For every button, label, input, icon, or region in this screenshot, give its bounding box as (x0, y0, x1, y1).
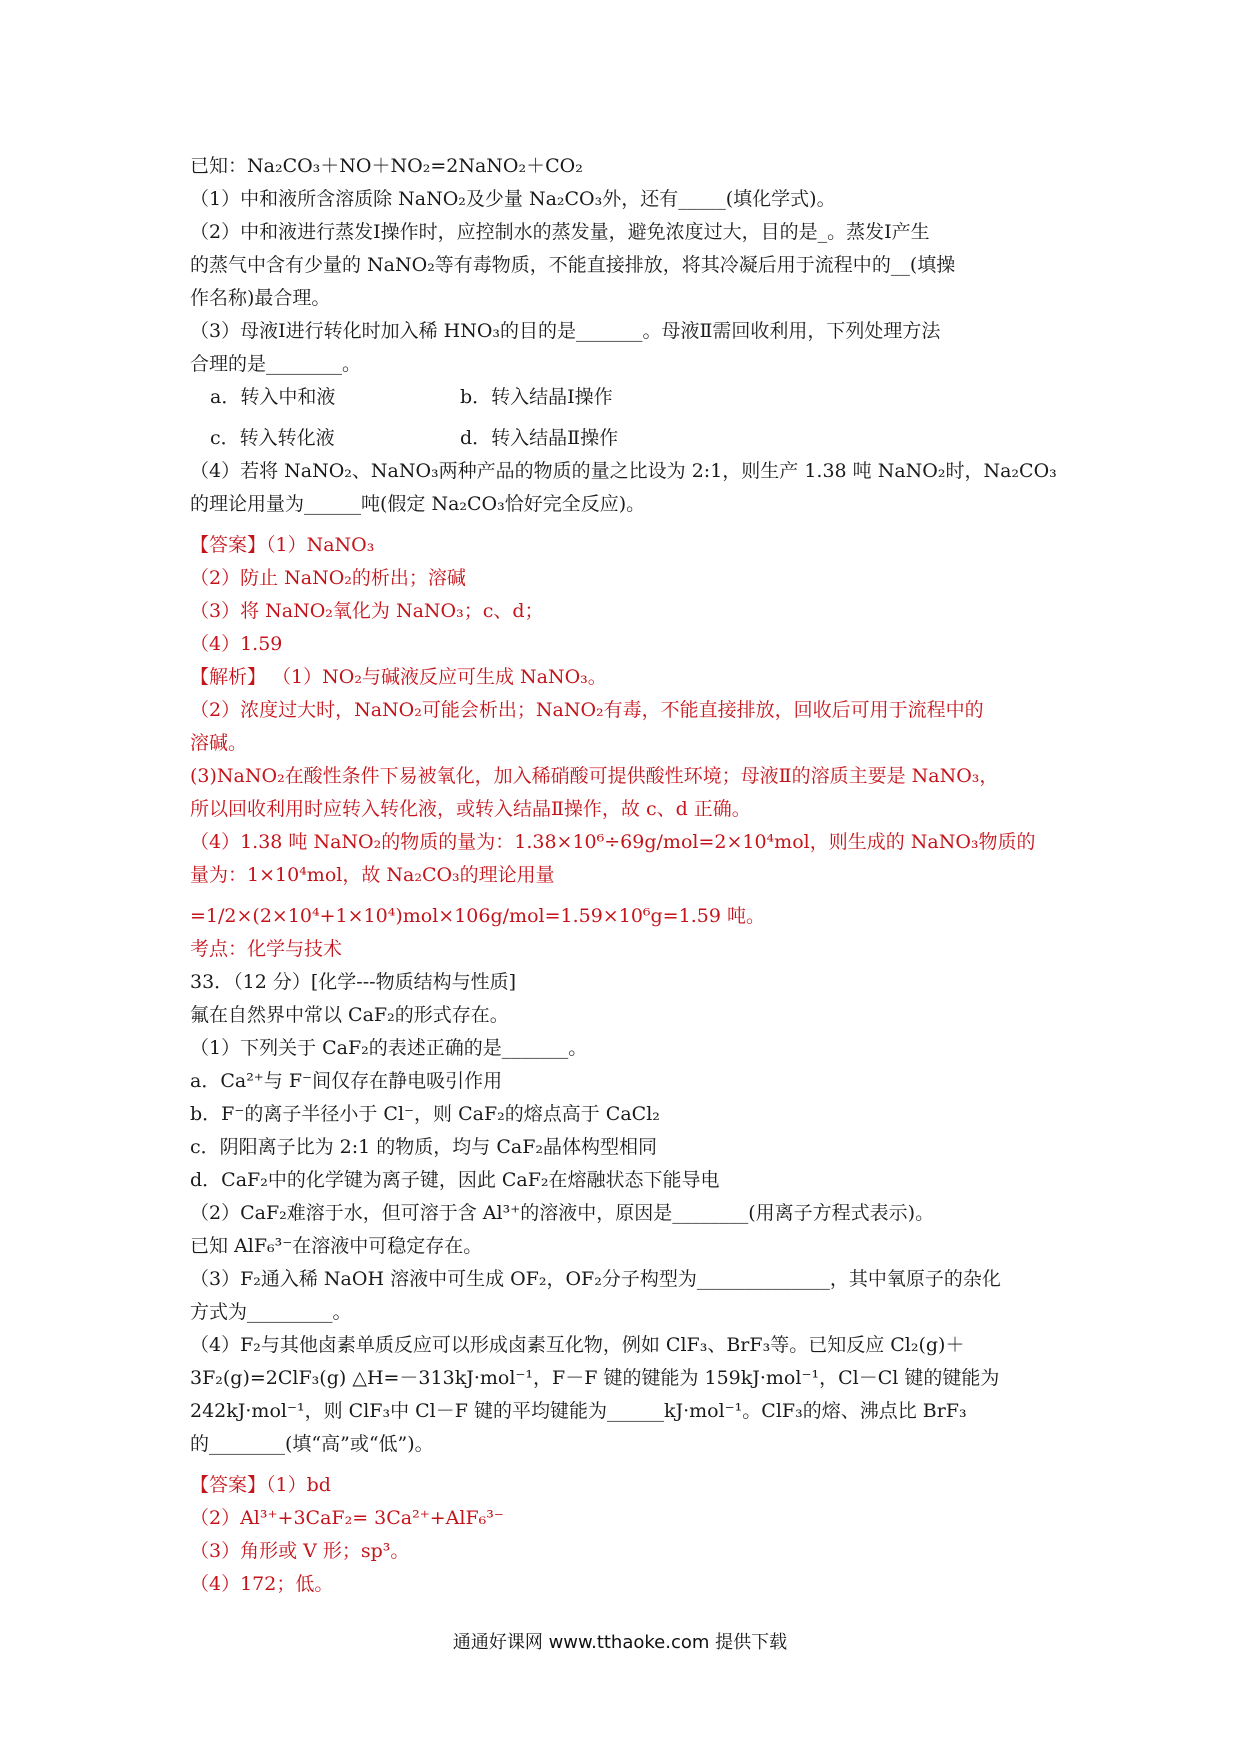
question-4-line-2: 的理论用量为______吨(假定 Na₂CO₃恰好完全反应)。 (190, 493, 646, 515)
explanation-3-line-1: (3)NaNO₂在酸性条件下易被氧化，加入稀硝酸可提供酸性环境；母液Ⅱ的溶质主要是 NaNO₃， (190, 765, 999, 787)
explanation-1: 【解析】 （1）NO₂与碱液反应可生成 NaNO₃。 (190, 666, 607, 688)
answer-4: （4）1.59 (190, 633, 283, 655)
option-b: b．转入结晶Ⅰ操作 (460, 386, 613, 408)
explanation-4-line-1: （4）1.38 吨 NaNO₂的物质的量为：1.38×10⁶÷69g/mol=2×10⁴mol，则生成的 NaNO₃物质的 (190, 831, 1036, 853)
question-33-option-a: a．Ca²⁺与 F⁻间仅存在静电吸引作用 (190, 1070, 503, 1092)
question-33-option-c: c．阴阳离子比为 2:1 的物质，均与 CaF₂晶体构型相同 (190, 1136, 658, 1158)
options-row-2 (190, 422, 1070, 455)
question-3-line-2: 合理的是________。 (190, 353, 362, 375)
options-row-1 (190, 381, 1070, 414)
question-2-line-1: （2）中和液进行蒸发Ⅰ操作时，应控制水的蒸发量，避免浓度过大，目的是_。蒸发Ⅰ产生 (190, 221, 930, 243)
explanation-4-line-2: 量为：1×10⁴mol，故 Na₂CO₃的理论用量 (190, 864, 555, 886)
answer-1: 【答案】（1）NaNO₃ (190, 534, 375, 556)
question-2-line-3: 作名称)最合理。 (190, 287, 331, 309)
question-4-line-1: （4）若将 NaNO₂、NaNO₃两种产品的物质的量之比设为 2:1，则生产 1.38 吨 NaNO₂时，Na₂CO₃ (190, 460, 1057, 482)
answer-33-3: （3）角形或 V 形；sp³。 (190, 1540, 410, 1562)
question-2-line-2: 的蒸气中含有少量的 NaNO₂等有毒物质，不能直接排放，将其冷凝后用于流程中的__(填操 (190, 254, 956, 276)
question-33-part-2-line-2: 已知 AlF₆³⁻在溶液中可稳定存在。 (190, 1235, 483, 1257)
known-equation: 已知：Na₂CO₃＋NO＋NO₂=2NaNO₂＋CO₂ (190, 155, 583, 177)
answer-3: （3）将 NaNO₂氧化为 NaNO₃；c、d； (190, 600, 544, 622)
answer-33-4: （4）172；低。 (190, 1573, 334, 1595)
option-d: d．转入结晶Ⅱ操作 (460, 427, 619, 449)
answer-33-2: （2）Al³⁺+3CaF₂= 3Ca²⁺+AlF₆³⁻ (190, 1507, 504, 1529)
question-33-part-4-line-4: 的________(填“高”或“低”)。 (190, 1433, 434, 1455)
explanation-4-line-3: =1/2×(2×10⁴+1×10⁴)mol×106g/mol=1.59×10⁶g=1.59 吨。 (190, 905, 765, 927)
option-c: c．转入转化液 (210, 427, 335, 449)
question-33-part-4-line-1: （4）F₂与其他卤素单质反应可以形成卤素互化物，例如 ClF₃、BrF₃等。已知反应 Cl₂(g)＋ (190, 1334, 965, 1356)
answer-2: （2）防止 NaNO₂的析出；溶碱 (190, 567, 466, 589)
option-a: a．转入中和液 (210, 386, 336, 408)
question-33-part-3-line-2: 方式为_________。 (190, 1301, 352, 1323)
explanation-2-line-2: 溶碱。 (190, 732, 248, 754)
explanation-2-line-1: （2）浓度过大时，NaNO₂可能会析出；NaNO₂有毒，不能直接排放，回收后可用于流程中的 (190, 699, 984, 721)
question-1: （1）中和液所含溶质除 NaNO₂及少量 Na₂CO₃外，还有_____(填化学式)。 (190, 188, 836, 210)
question-33-intro: 氟在自然界中常以 CaF₂的形式存在。 (190, 1004, 509, 1026)
question-33-option-b: b．F⁻的离子半径小于 Cl⁻，则 CaF₂的熔点高于 CaCl₂ (190, 1103, 660, 1125)
question-33-part-3-line-1: （3）F₂通入稀 NaOH 溶液中可生成 OF₂，OF₂分子构型为______________，其中氧原子的杂化 (190, 1268, 1001, 1290)
answer-33-1: 【答案】（1）bd (190, 1474, 331, 1496)
question-33-title: 33．（12 分）[化学---物质结构与性质] (190, 971, 516, 993)
knowledge-point: 考点：化学与技术 (190, 938, 343, 960)
page-footer: 通通好课网 www.tthaoke.com 提供下载 (452, 1632, 788, 1653)
question-33-part-2-line-1: （2）CaF₂难溶于水，但可溶于含 Al³⁺的溶液中，原因是________(用离子方程式表示)。 (190, 1202, 935, 1224)
question-33-part-4-line-3: 242kJ·mol⁻¹，则 ClF₃中 Cl－F 键的平均键能为______kJ·mol⁻¹。ClF₃的熔、沸点比 BrF₃ (190, 1400, 967, 1422)
question-3-line-1: （3）母液Ⅰ进行转化时加入稀 HNO₃的目的是_______。母液Ⅱ需回收利用，下列处理方法 (190, 320, 941, 342)
question-33-part-1: （1）下列关于 CaF₂的表述正确的是_______。 (190, 1037, 588, 1059)
document-body (190, 150, 1070, 1601)
explanation-3-line-2: 所以回收利用时应转入转化液，或转入结晶Ⅱ操作，故 c、d 正确。 (190, 798, 751, 820)
question-33-option-d: d．CaF₂中的化学键为离子键，因此 CaF₂在熔融状态下能导电 (190, 1169, 720, 1191)
question-33-part-4-line-2: 3F₂(g)=2ClF₃(g) △H=－313kJ·mol⁻¹，F－F 键的键能为 159kJ·mol⁻¹，Cl－Cl 键的键能为 (190, 1367, 1000, 1389)
